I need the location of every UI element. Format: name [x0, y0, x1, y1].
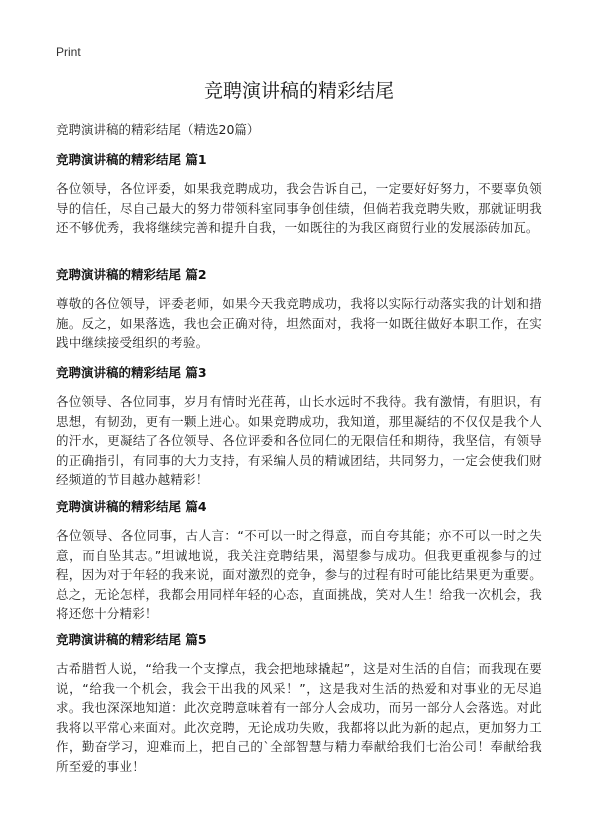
section-paragraph: 各位领导、各位同事，古人言：“不可以一时之得意，而自夸其能；亦不可以一时之失意，而自坠其志。”坦诚地说，我关注竞聘结果，渴望参与成功。但我更重视参与的过程，因为对于年轻的我来说，面对激烈的竞争，参与的过程有时可能比结果更为重要。总之，无论怎样，我都会用同样年轻的心态，直面挑战，笑对人生！给我一次机会，我将还您十分精彩！ [56, 528, 542, 621]
section-4 [56, 498, 542, 624]
section-paragraph: 尊敬的各位领导，评委老师，如果今天我竞聘成功，我将以实际行动落实我的计划和措施。反之，如果落选，我也会正确对待，坦然面对，我将一如既往做好本职工作，在实践中继续接受组织的考验。 [56, 296, 542, 350]
section-5 [56, 631, 542, 776]
section-heading: 竞聘演讲稿的精彩结尾 篇3 [56, 365, 207, 380]
section-heading: 竞聘演讲稿的精彩结尾 篇5 [56, 632, 207, 647]
section-paragraph: 古希腊哲人说，“给我一个支撑点，我会把地球撬起”，这是对生活的自信；而我现在要说，“给我一个机会，我会干出我的风采！”，这是我对生活的热爱和对事业的无尽追求。我也深深地知道：此次竞聘意味着有一部分人会成功，而另一部分人会落选。对此我将以平常心来面对。此次竞聘，无论成功失败，我都将以此为新的起点，更加努力工作，勤奋学习，迎难而上，把自己的`全部智慧与精力奉献给我们七治公司！奉献给我所至爱的事业！ [56, 661, 542, 774]
section-1 [56, 151, 542, 238]
section-paragraph: 各位领导、各位同事，岁月有情时光荏苒，山长水远时不我待。我有激情，有胆识，有思想，有韧劲，更有一颗上进心。如果竞聘成功，我知道，那里凝结的不仅仅是我个人的汗水，更凝结了各位领导、各位评委和各位同仁的无限信任和期待，我坚信，有领导的正确指引，有同事的大力支持，有采编人员的精诚团结，共同努力，一定会使我们财经频道的节目越办越精彩！ [56, 394, 542, 487]
section-heading: 竞聘演讲稿的精彩结尾 篇2 [56, 267, 207, 282]
document-subtitle: 竞聘演讲稿的精彩结尾（精选20篇） [56, 122, 260, 137]
section-3 [56, 364, 542, 490]
section-heading: 竞聘演讲稿的精彩结尾 篇1 [56, 152, 207, 167]
section-2 [56, 266, 542, 353]
section-paragraph: 各位领导，各位评委，如果我竞聘成功，我会告诉自己，一定要好好努力，不要辜负领导的信任，尽自己最大的努力带领科室同事争创佳绩，但倘若我竞聘失败，那就证明我还不够优秀，我将继续完善和提升自我，一如既往的为我区商贸行业的发展添砖加瓦。 [56, 181, 542, 235]
section-heading: 竞聘演讲稿的精彩结尾 篇4 [56, 499, 207, 514]
print-link[interactable]: Print [56, 45, 81, 59]
document-title: 竞聘演讲稿的精彩结尾 [203, 80, 394, 102]
